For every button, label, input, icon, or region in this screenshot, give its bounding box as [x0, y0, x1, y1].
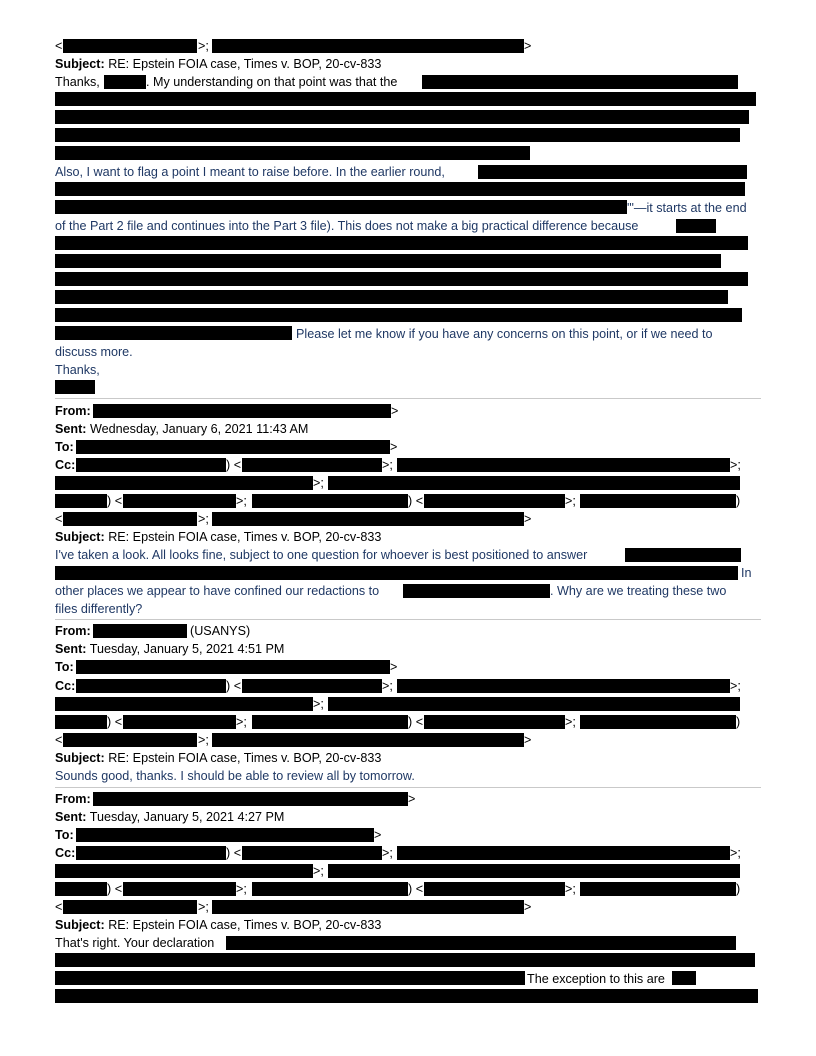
email-body-line: Please let me know if you have any concerns on this point, or if we need to	[296, 327, 713, 341]
email-body-line: Sounds good, thanks. I should be able to review all by tomorrow.	[55, 769, 415, 783]
redaction	[55, 290, 728, 304]
redaction	[123, 882, 236, 896]
divider	[55, 787, 761, 788]
subject-line: Subject: RE: Epstein FOIA case, Times v. BOP, 20-cv-833	[55, 751, 382, 765]
redaction	[676, 219, 716, 233]
sent-line: Sent: Tuesday, January 5, 2021 4:51 PM	[55, 642, 285, 656]
redaction	[580, 882, 736, 896]
redaction	[580, 494, 736, 508]
separator-text: >	[524, 39, 532, 53]
redaction	[242, 679, 382, 693]
cc-continuation-line: <	[55, 39, 63, 53]
redaction	[212, 900, 524, 914]
to-line: To:	[55, 660, 74, 674]
redaction	[123, 494, 236, 508]
redaction	[76, 846, 226, 860]
from-line: From:	[55, 792, 91, 806]
email-body-line: . My understanding on that point was that the	[146, 75, 398, 89]
subject-label: Subject:	[55, 57, 105, 71]
redaction	[55, 236, 748, 250]
separator-text: ) <	[408, 494, 424, 508]
redaction	[55, 882, 107, 896]
separator-text: >;	[730, 846, 741, 860]
redaction	[63, 900, 197, 914]
separator-text: >;	[236, 882, 247, 896]
separator-text: >	[408, 792, 416, 806]
redaction	[397, 846, 730, 860]
separator-text: >	[390, 660, 398, 674]
separator-text: >	[524, 900, 532, 914]
redaction	[63, 512, 197, 526]
redaction	[104, 75, 146, 89]
email-body-line: The exception to this are	[527, 972, 665, 986]
separator-text: >;	[313, 864, 324, 878]
separator-text: <	[55, 900, 63, 914]
email-body-line: In	[741, 566, 752, 580]
redaction	[252, 715, 408, 729]
separator-text: >;	[565, 494, 576, 508]
email-body-line: That's right. Your declaration	[55, 936, 215, 950]
redaction	[403, 584, 550, 598]
separator-text: >;	[565, 882, 576, 896]
redaction	[55, 128, 740, 142]
redaction	[55, 953, 755, 967]
redaction	[580, 715, 736, 729]
redaction	[55, 308, 742, 322]
subject-line	[55, 55, 381, 73]
separator-text: )	[736, 882, 741, 896]
redaction	[226, 936, 736, 950]
redaction	[55, 566, 738, 580]
redaction	[76, 660, 390, 674]
redaction	[55, 476, 313, 490]
redaction	[63, 733, 197, 747]
separator-text: >	[391, 404, 399, 418]
redaction	[55, 864, 313, 878]
redaction	[424, 494, 565, 508]
redaction	[55, 326, 292, 340]
redaction	[55, 110, 749, 124]
separator-text: >;	[198, 733, 209, 747]
sent-line: Sent: Tuesday, January 5, 2021 4:27 PM	[55, 810, 285, 824]
redaction	[76, 440, 390, 454]
redaction	[672, 971, 696, 985]
redaction	[212, 733, 524, 747]
to-line: To:	[55, 828, 74, 842]
separator-text: >;	[236, 715, 247, 729]
subject-line: Subject: RE: Epstein FOIA case, Times v. BOP, 20-cv-833	[55, 530, 382, 544]
separator-text: ) <	[408, 715, 424, 729]
redaction	[76, 679, 226, 693]
divider	[55, 398, 761, 399]
cc-line: Cc:	[55, 458, 76, 472]
separator-text: ) <	[107, 494, 123, 508]
redaction	[55, 200, 627, 214]
redaction	[55, 494, 107, 508]
redaction	[328, 864, 740, 878]
separator-text: >;	[382, 846, 393, 860]
separator-text: ) <	[107, 715, 123, 729]
email-body-line: Thanks,	[55, 75, 100, 89]
redaction	[63, 39, 197, 53]
separator-text: >	[374, 828, 382, 842]
redaction	[55, 92, 756, 106]
redaction	[424, 882, 565, 896]
from-line: From:	[55, 404, 91, 418]
redaction	[55, 697, 313, 711]
divider	[55, 619, 761, 620]
cc-line: Cc:	[55, 846, 76, 860]
cc-line: Cc:	[55, 679, 76, 693]
separator-text: ) <	[107, 882, 123, 896]
redaction	[242, 846, 382, 860]
redaction	[55, 272, 748, 286]
redaction	[242, 458, 382, 472]
email-body-line: of the Part 2 file and continues into the Part 3 file). This does not make a big practical difference because	[55, 219, 639, 233]
redaction	[212, 512, 524, 526]
separator-text: ) <	[226, 679, 242, 693]
separator-text: <	[55, 733, 63, 747]
email-signoff: Thanks,	[55, 363, 100, 377]
redaction	[328, 697, 740, 711]
to-line: To:	[55, 440, 74, 454]
redaction	[212, 39, 524, 53]
subject-line: Subject: RE: Epstein FOIA case, Times v. BOP, 20-cv-833	[55, 918, 382, 932]
redaction	[55, 146, 530, 160]
email-body-line: discuss more.	[55, 345, 133, 359]
separator-text: >;	[565, 715, 576, 729]
email-body-line: Also, I want to flag a point I meant to raise before. In the earlier round,	[55, 165, 445, 179]
redaction	[422, 75, 738, 89]
email-body-line: files differently?	[55, 602, 143, 616]
redaction	[123, 715, 236, 729]
redaction	[55, 182, 745, 196]
email-body-line: I've taken a look. All looks fine, subject to one question for whoever is best positioned to answer	[55, 548, 588, 562]
redaction	[76, 828, 374, 842]
separator-text: ) <	[226, 458, 242, 472]
redaction	[397, 679, 730, 693]
redaction	[252, 494, 408, 508]
separator-text: )	[736, 715, 741, 729]
sent-date: Wednesday, January 6, 2021 11:43 AM	[89, 422, 309, 436]
redaction	[93, 624, 187, 638]
separator-text: ) <	[408, 882, 424, 896]
separator-text: >;	[313, 476, 324, 490]
redaction	[424, 715, 565, 729]
separator-text: >;	[198, 512, 209, 526]
redaction	[93, 404, 391, 418]
redaction	[55, 715, 107, 729]
from-line: From:	[55, 624, 91, 638]
redaction	[328, 476, 740, 490]
email-body-line: other places we appear to have confined our redactions to	[55, 584, 380, 598]
email-body-line: . Why are we treating these two	[550, 584, 727, 598]
redaction	[93, 792, 408, 806]
sent-line: Sent: Wednesday, January 6, 2021 11:43 AM	[55, 422, 309, 436]
redaction	[478, 165, 747, 179]
redaction	[625, 548, 741, 562]
separator-text: <	[55, 512, 63, 526]
subject-text: RE: Epstein FOIA case, Times v. BOP, 20-cv-833	[108, 57, 382, 71]
separator-text: )	[736, 494, 741, 508]
separator-text: >;	[198, 39, 209, 53]
separator-text: >;	[313, 697, 324, 711]
separator-text: >	[390, 440, 398, 454]
redaction	[397, 458, 730, 472]
separator-text: >;	[730, 458, 741, 472]
sender-org: (USANYS)	[190, 624, 251, 638]
separator-text: >;	[382, 458, 393, 472]
redaction	[55, 989, 758, 1003]
redaction	[55, 254, 721, 268]
redaction	[55, 971, 525, 985]
separator-text: >;	[236, 494, 247, 508]
separator-text: ) <	[226, 846, 242, 860]
separator-text: >	[524, 733, 532, 747]
separator-text: >;	[382, 679, 393, 693]
redaction	[76, 458, 226, 472]
separator-text: >;	[198, 900, 209, 914]
separator-text: >	[524, 512, 532, 526]
email-body-line: '"—it starts at the end	[627, 201, 747, 215]
redaction	[252, 882, 408, 896]
redaction	[55, 380, 95, 394]
separator-text: >;	[730, 679, 741, 693]
